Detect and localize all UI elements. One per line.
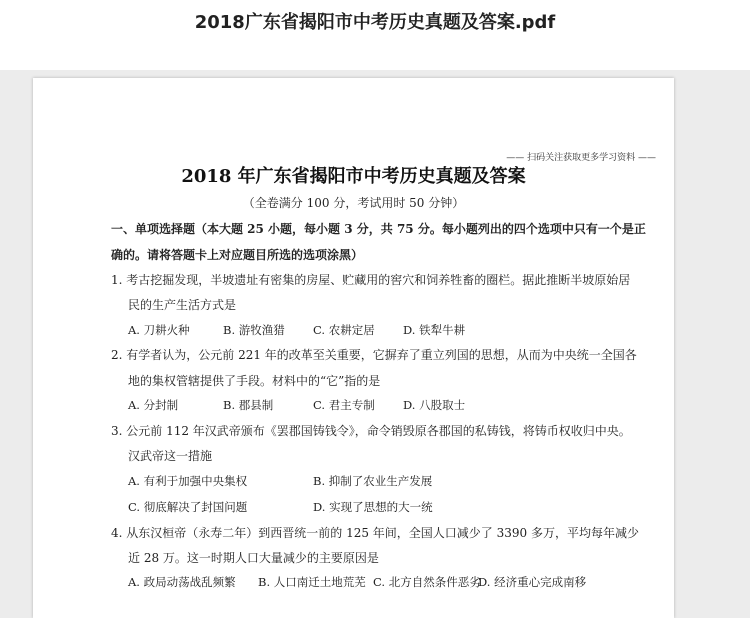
question-4-option-b: B. 人口南迁土地荒芜	[258, 575, 366, 589]
question-3-line2: 汉武帝这一措施	[128, 449, 213, 463]
file-title: 2018广东省揭阳市中考历史真题及答案.pdf	[194, 12, 556, 33]
document-title: 2018 年广东省揭阳市中考历史真题及答案	[181, 166, 526, 187]
question-4-line1: 4. 从东汉桓帝（永寿二年）到西晋统一前的 125 年间，全国人口减少了 3390 多万，平均每年减少	[111, 526, 639, 540]
question-2-line1: 2. 有学者认为，公元前 221 年的改革至关重要，它摒弃了重立列国的思想，从而为中央统一全国各	[111, 348, 637, 362]
question-2-line2: 地的集权管辖提供了手段。材料中的“它”指的是	[128, 374, 381, 388]
question-3-option-b: B. 抑制了农业生产发展	[313, 474, 433, 488]
question-1-option-c: C. 农耕定居	[313, 323, 375, 337]
question-1-line2: 民的生产生活方式是	[128, 298, 237, 312]
question-4-option-d: D. 经济重心完成南移	[478, 575, 587, 589]
question-4-option-a: A. 政局动荡战乱频繁	[128, 575, 236, 589]
question-2-option-b: B. 郡县制	[223, 398, 274, 412]
section-heading-line1: 一、单项选择题（本大题 25 小题，每小题 3 分，共 75 分。每小题列出的四个选项中只有一个是正	[111, 222, 646, 236]
question-2-option-c: C. 君主专制	[313, 398, 375, 412]
question-2-option-a: A. 分封制	[128, 398, 179, 412]
viewer-header	[0, 0, 750, 70]
question-2-option-d: D. 八股取士	[403, 398, 466, 412]
question-3-option-d: D. 实现了思想的大一统	[313, 500, 433, 514]
document-subtitle: （全卷满分 100 分，考试用时 50 分钟）	[242, 196, 465, 210]
question-4-option-c: C. 北方自然条件恶劣	[373, 575, 481, 589]
question-3-option-c: C. 彻底解决了封国问题	[128, 500, 248, 514]
question-3-line1: 3. 公元前 112 年汉武帝颁布《罢郡国铸钱令》，命令销毁原各郡国的私铸钱，将铸币权收归中央。	[111, 424, 631, 438]
promo-text: —— 扫码关注获取更多学习资料 ——	[506, 153, 656, 163]
question-3-option-a: A. 有利于加强中央集权	[128, 474, 248, 488]
question-1-option-d: D. 铁犁牛耕	[403, 323, 466, 337]
question-1-line1: 1. 考古挖掘发现，半坡遗址有密集的房屋、贮藏用的窖穴和饲养牲畜的圈栏。据此推断半坡原始居	[111, 273, 631, 287]
question-1-option-b: B. 游牧渔猎	[223, 323, 285, 337]
question-1-option-a: A. 刀耕火种	[128, 323, 190, 337]
question-4-line2: 近 28 万。这一时期人口大量减少的主要原因是	[128, 551, 379, 565]
pdf-page	[33, 78, 674, 618]
section-heading-line2: 确的。请将答题卡上对应题目所选的选项涂黑）	[111, 248, 364, 262]
